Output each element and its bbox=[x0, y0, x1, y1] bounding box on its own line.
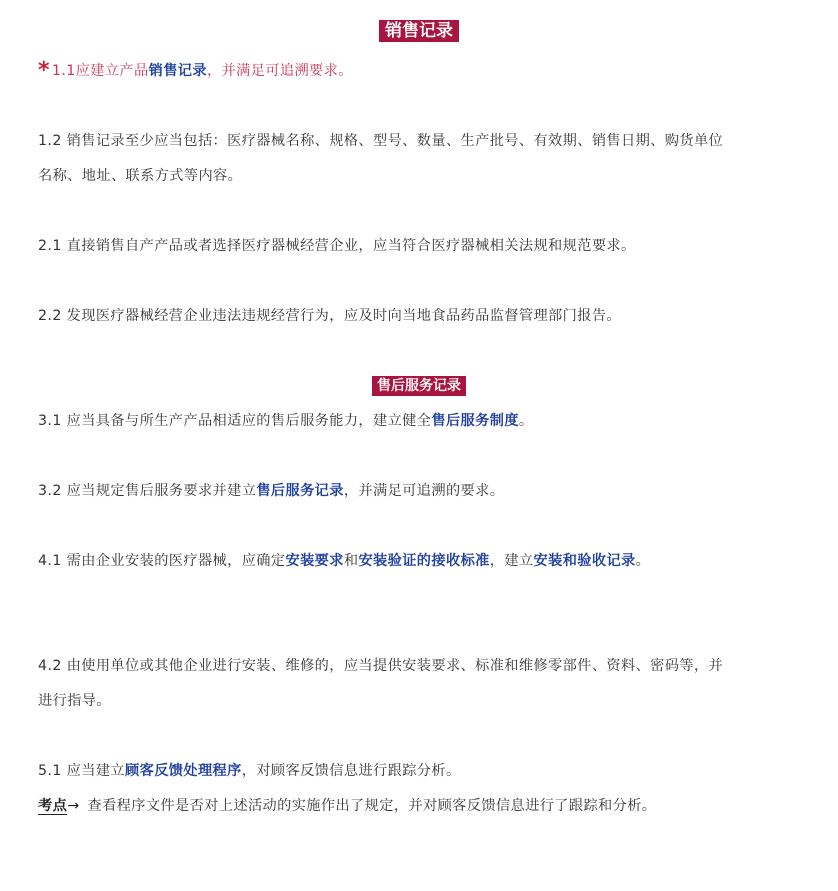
paragraph-3-2-text-b: ，并满足可追溯的要求。 bbox=[343, 483, 505, 499]
asterisk-icon: * bbox=[38, 58, 50, 83]
highlight-install-acceptance-record: 安装和验收记录 bbox=[533, 553, 636, 569]
section-title-after-sales-records: 售后服务记录 bbox=[372, 376, 466, 396]
paragraph-4-1-text-a: 4.1 需由企业安装的医疗器械，应确定 bbox=[38, 553, 286, 569]
highlight-install-acceptance-criteria: 安装验证的接收标准 bbox=[358, 553, 490, 569]
paragraph-5-1 bbox=[38, 754, 728, 789]
paragraph-1-1 bbox=[38, 51, 728, 89]
paragraph-4-1-text-c: ，建立 bbox=[489, 553, 534, 569]
paragraph-kaodian bbox=[38, 789, 728, 824]
highlight-sales-record: 销售记录 bbox=[148, 63, 207, 79]
highlight-after-sales-system: 售后服务制度 bbox=[431, 413, 519, 429]
paragraph-2-1: 2.1 直接销售自产产品或者选择医疗器械经营企业，应当符合医疗器械相关法规和规范要求。 bbox=[38, 238, 636, 254]
paragraph-5-1-text-b: ，对顾客反馈信息进行跟踪分析。 bbox=[241, 763, 461, 779]
paragraph-4-1 bbox=[38, 544, 728, 579]
paragraph-2-2: 2.2 发现医疗器械经营企业违法违规经营行为，应及时向当地食品药品监督管理部门报告。 bbox=[38, 308, 622, 324]
highlight-install-requirements: 安装要求 bbox=[285, 553, 344, 569]
arrow-right-icon: → bbox=[67, 798, 80, 814]
paragraph-4-2: 4.2 由使用单位或其他企业进行安装、维修的，应当提供安装要求、标准和维修零部件、资料、密码等，并进行指导。 bbox=[38, 658, 724, 709]
paragraph-3-1-text-b: 。 bbox=[518, 413, 534, 429]
paragraph-1-1-text-b: ，并满足可追溯要求。 bbox=[206, 63, 353, 79]
paragraph-3-1-text-a: 3.1 应当具备与所生产产品相适应的售后服务能力，建立健全 bbox=[38, 413, 432, 429]
highlight-customer-feedback-procedure: 顾客反馈处理程序 bbox=[125, 763, 242, 779]
kaodian-text: 查看程序文件是否对上述活动的实施作出了规定，并对顾客反馈信息进行了跟踪和分析。 bbox=[87, 798, 657, 814]
paragraph-3-1 bbox=[38, 404, 728, 439]
section-title-sales-records: 销售记录 bbox=[379, 20, 459, 42]
paragraph-4-1-text-d: 。 bbox=[635, 553, 651, 569]
paragraph-3-2 bbox=[38, 474, 728, 509]
paragraph-1-2: 1.2 销售记录至少应当包括：医疗器械名称、规格、型号、数量、生产批号、有效期、销售日期、购货单位名称、地址、联系方式等内容。 bbox=[38, 133, 724, 184]
kaodian-label: 考点 bbox=[38, 798, 68, 814]
paragraph-5-1-text-a: 5.1 应当建立 bbox=[38, 763, 126, 779]
paragraph-3-2-text-a: 3.2 应当规定售后服务要求并建立 bbox=[38, 483, 257, 499]
paragraph-4-1-text-b: 和 bbox=[343, 553, 359, 569]
paragraph-1-1-text-a: 1.1应建立产品 bbox=[51, 63, 149, 79]
highlight-after-sales-record: 售后服务记录 bbox=[256, 483, 344, 499]
